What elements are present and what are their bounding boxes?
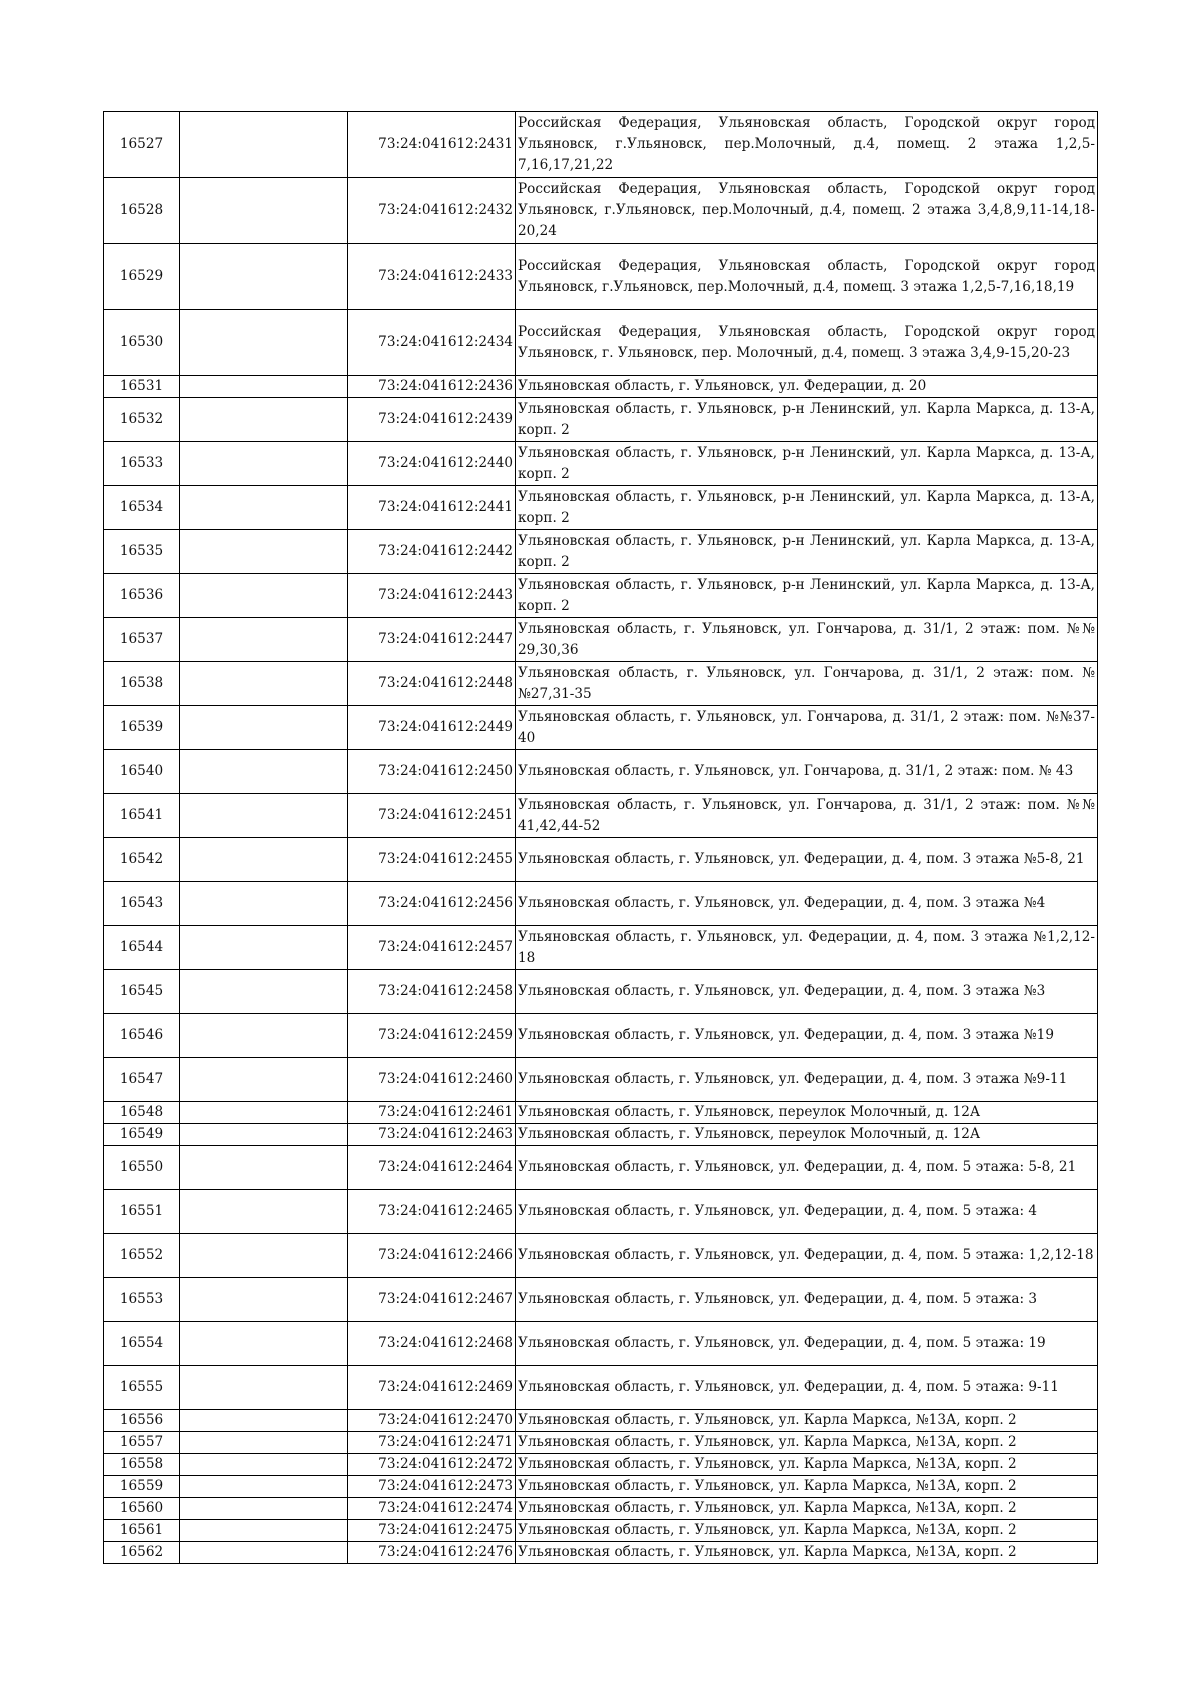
empty-cell: [180, 750, 348, 794]
empty-cell: [180, 398, 348, 442]
cadastral-number-cell: 73:24:041612:2450: [348, 750, 516, 794]
address-cell: Ульяновская область, г. Ульяновск, р-н Ленинский, ул. Карла Маркса, д. 13-А, корп. 2: [516, 398, 1098, 442]
empty-cell: [180, 442, 348, 486]
address-cell: Российская Федерация, Ульяновская область, Городской округ город Ульяновск, г.Ульяновск, пер.Молочный, д.4, помещ. 3 этажа 1,2,5-7,16,18,19: [516, 244, 1098, 310]
cadastral-number-cell: 73:24:041612:2434: [348, 310, 516, 376]
address-cell: Ульяновская область, г. Ульяновск, ул. Карла Маркса, №13А, корп. 2: [516, 1410, 1098, 1432]
cadastral-number-cell: 73:24:041612:2472: [348, 1454, 516, 1476]
address-cell: Ульяновская область, г. Ульяновск, ул. Федерации, д. 4, пом. 3 этажа №3: [516, 970, 1098, 1014]
table-row: [104, 178, 1098, 244]
row-number-cell: 16562: [104, 1542, 180, 1564]
cadastral-number-cell: 73:24:041612:2468: [348, 1322, 516, 1366]
cadastral-number-cell: 73:24:041612:2455: [348, 838, 516, 882]
table-row: [104, 1014, 1098, 1058]
empty-cell: [180, 486, 348, 530]
cadastral-number-cell: 73:24:041612:2470: [348, 1410, 516, 1432]
row-number-cell: 16561: [104, 1520, 180, 1542]
address-cell: Ульяновская область, г. Ульяновск, ул. Гончарова, д. 31/1, 2 этаж: пом. №№ 41,42,44-52: [516, 794, 1098, 838]
cadastral-number-cell: 73:24:041612:2471: [348, 1432, 516, 1454]
empty-cell: [180, 1234, 348, 1278]
row-number-cell: 16534: [104, 486, 180, 530]
cadastral-number-cell: 73:24:041612:2447: [348, 618, 516, 662]
row-number-cell: 16544: [104, 926, 180, 970]
cadastral-number-cell: 73:24:041612:2465: [348, 1190, 516, 1234]
address-cell: Ульяновская область, г. Ульяновск, ул. Федерации, д. 4, пом. 5 этажа: 5-8, 21: [516, 1146, 1098, 1190]
empty-cell: [180, 1146, 348, 1190]
cadastral-number-cell: 73:24:041612:2459: [348, 1014, 516, 1058]
empty-cell: [180, 1322, 348, 1366]
empty-cell: [180, 1432, 348, 1454]
table-row: [104, 706, 1098, 750]
address-cell: Российская Федерация, Ульяновская область, Городской округ город Ульяновск, г. Ульяновск, пер. Молочный, д.4, помещ. 3 этажа 3,4,9-15,20-23: [516, 310, 1098, 376]
cadastral-number-cell: 73:24:041612:2442: [348, 530, 516, 574]
row-number-cell: 16546: [104, 1014, 180, 1058]
registry-table-body: [104, 112, 1098, 1564]
cadastral-number-cell: 73:24:041612:2467: [348, 1278, 516, 1322]
row-number-cell: 16542: [104, 838, 180, 882]
empty-cell: [180, 794, 348, 838]
address-cell: Ульяновская область, г. Ульяновск, ул. Карла Маркса, №13А, корп. 2: [516, 1432, 1098, 1454]
row-number-cell: 16559: [104, 1476, 180, 1498]
empty-cell: [180, 1410, 348, 1432]
table-row: [104, 376, 1098, 398]
row-number-cell: 16537: [104, 618, 180, 662]
row-number-cell: 16554: [104, 1322, 180, 1366]
address-cell: Ульяновская область, г. Ульяновск, ул. Федерации, д. 4, пом. 5 этажа: 19: [516, 1322, 1098, 1366]
empty-cell: [180, 178, 348, 244]
address-cell: Ульяновская область, г. Ульяновск, ул. Гончарова, д. 31/1, 2 этаж: пом. №№37-40: [516, 706, 1098, 750]
cadastral-number-cell: 73:24:041612:2474: [348, 1498, 516, 1520]
cadastral-number-cell: 73:24:041612:2439: [348, 398, 516, 442]
row-number-cell: 16541: [104, 794, 180, 838]
address-cell: Ульяновская область, г. Ульяновск, ул. Федерации, д. 20: [516, 376, 1098, 398]
address-cell: Ульяновская область, г. Ульяновск, ул. Федерации, д. 4, пом. 3 этажа №5-8, 21: [516, 838, 1098, 882]
address-cell: Российская Федерация, Ульяновская область, Городской округ город Ульяновск, г.Ульяновск, пер.Молочный, д.4, помещ. 2 этажа 3,4,8,9,11-14,18-20,24: [516, 178, 1098, 244]
empty-cell: [180, 1102, 348, 1124]
row-number-cell: 16553: [104, 1278, 180, 1322]
row-number-cell: 16555: [104, 1366, 180, 1410]
empty-cell: [180, 1454, 348, 1476]
cadastral-number-cell: 73:24:041612:2463: [348, 1124, 516, 1146]
table-row: [104, 1278, 1098, 1322]
row-number-cell: 16558: [104, 1454, 180, 1476]
row-number-cell: 16550: [104, 1146, 180, 1190]
table-row: [104, 750, 1098, 794]
table-row: [104, 1366, 1098, 1410]
address-cell: Ульяновская область, г. Ульяновск, р-н Ленинский, ул. Карла Маркса, д. 13-А, корп. 2: [516, 574, 1098, 618]
row-number-cell: 16545: [104, 970, 180, 1014]
address-cell: Ульяновская область, г. Ульяновск, ул. Гончарова, д. 31/1, 2 этаж: пом. № 43: [516, 750, 1098, 794]
row-number-cell: 16552: [104, 1234, 180, 1278]
empty-cell: [180, 1366, 348, 1410]
table-row: [104, 926, 1098, 970]
registry-table: [103, 111, 1098, 1564]
table-row: [104, 618, 1098, 662]
table-row: [104, 1476, 1098, 1498]
row-number-cell: 16539: [104, 706, 180, 750]
empty-cell: [180, 1278, 348, 1322]
cadastral-number-cell: 73:24:041612:2464: [348, 1146, 516, 1190]
cadastral-number-cell: 73:24:041612:2466: [348, 1234, 516, 1278]
table-row: [104, 1146, 1098, 1190]
row-number-cell: 16548: [104, 1102, 180, 1124]
address-cell: Ульяновская область, г. Ульяновск, ул. Федерации, д. 4, пом. 3 этажа №4: [516, 882, 1098, 926]
row-number-cell: 16560: [104, 1498, 180, 1520]
table-row: [104, 838, 1098, 882]
row-number-cell: 16538: [104, 662, 180, 706]
table-row: [104, 1542, 1098, 1564]
empty-cell: [180, 618, 348, 662]
empty-cell: [180, 926, 348, 970]
table-row: [104, 794, 1098, 838]
address-cell: Ульяновская область, г. Ульяновск, ул. Федерации, д. 4, пом. 3 этажа №19: [516, 1014, 1098, 1058]
address-cell: Ульяновская область, г. Ульяновск, ул. Гончарова, д. 31/1, 2 этаж: пом. №№27,31-35: [516, 662, 1098, 706]
table-row: [104, 244, 1098, 310]
table-row: [104, 1124, 1098, 1146]
empty-cell: [180, 1124, 348, 1146]
row-number-cell: 16528: [104, 178, 180, 244]
cadastral-number-cell: 73:24:041612:2433: [348, 244, 516, 310]
row-number-cell: 16533: [104, 442, 180, 486]
address-cell: Ульяновская область, г. Ульяновск, переулок Молочный, д. 12А: [516, 1124, 1098, 1146]
table-row: [104, 398, 1098, 442]
cadastral-number-cell: 73:24:041612:2432: [348, 178, 516, 244]
table-row: [104, 112, 1098, 178]
cadastral-number-cell: 73:24:041612:2475: [348, 1520, 516, 1542]
empty-cell: [180, 574, 348, 618]
address-cell: Ульяновская область, г. Ульяновск, ул. Карла Маркса, №13А, корп. 2: [516, 1520, 1098, 1542]
cadastral-number-cell: 73:24:041612:2461: [348, 1102, 516, 1124]
address-cell: Ульяновская область, г. Ульяновск, ул. Федерации, д. 4, пом. 5 этажа: 1,2,12-18: [516, 1234, 1098, 1278]
empty-cell: [180, 1058, 348, 1102]
cadastral-number-cell: 73:24:041612:2458: [348, 970, 516, 1014]
row-number-cell: 16529: [104, 244, 180, 310]
address-cell: Ульяновская область, г. Ульяновск, ул. Федерации, д. 4, пом. 5 этажа: 9-11: [516, 1366, 1098, 1410]
address-cell: Российская Федерация, Ульяновская область, Городской округ город Ульяновск, г.Ульяновск, пер.Молочный, д.4, помещ. 2 этажа 1,2,5-7,16,17,21,22: [516, 112, 1098, 178]
address-cell: Ульяновская область, г. Ульяновск, ул. Карла Маркса, №13А, корп. 2: [516, 1454, 1098, 1476]
empty-cell: [180, 1520, 348, 1542]
empty-cell: [180, 376, 348, 398]
row-number-cell: 16530: [104, 310, 180, 376]
cadastral-number-cell: 73:24:041612:2443: [348, 574, 516, 618]
cadastral-number-cell: 73:24:041612:2449: [348, 706, 516, 750]
empty-cell: [180, 1476, 348, 1498]
address-cell: Ульяновская область, г. Ульяновск, ул. Карла Маркса, №13А, корп. 2: [516, 1542, 1098, 1564]
table-row: [104, 310, 1098, 376]
table-row: [104, 442, 1098, 486]
table-row: [104, 530, 1098, 574]
row-number-cell: 16551: [104, 1190, 180, 1234]
empty-cell: [180, 530, 348, 574]
empty-cell: [180, 970, 348, 1014]
table-row: [104, 970, 1098, 1014]
table-row: [104, 1234, 1098, 1278]
table-row: [104, 882, 1098, 926]
row-number-cell: 16535: [104, 530, 180, 574]
cadastral-number-cell: 73:24:041612:2473: [348, 1476, 516, 1498]
address-cell: Ульяновская область, г. Ульяновск, ул. Карла Маркса, №13А, корп. 2: [516, 1476, 1098, 1498]
address-cell: Ульяновская область, г. Ульяновск, р-н Ленинский, ул. Карла Маркса, д. 13-А, корп. 2: [516, 442, 1098, 486]
table-row: [104, 1520, 1098, 1542]
cadastral-number-cell: 73:24:041612:2451: [348, 794, 516, 838]
empty-cell: [180, 1498, 348, 1520]
table-row: [104, 486, 1098, 530]
table-row: [104, 1102, 1098, 1124]
empty-cell: [180, 662, 348, 706]
address-cell: Ульяновская область, г. Ульяновск, ул. Федерации, д. 4, пом. 5 этажа: 3: [516, 1278, 1098, 1322]
table-row: [104, 1454, 1098, 1476]
address-cell: Ульяновская область, г. Ульяновск, ул. Федерации, д. 4, пом. 3 этажа №1,2,12-18: [516, 926, 1098, 970]
empty-cell: [180, 1014, 348, 1058]
address-cell: Ульяновская область, г. Ульяновск, р-н Ленинский, ул. Карла Маркса, д. 13-А, корп. 2: [516, 486, 1098, 530]
empty-cell: [180, 1542, 348, 1564]
row-number-cell: 16532: [104, 398, 180, 442]
cadastral-number-cell: 73:24:041612:2456: [348, 882, 516, 926]
row-number-cell: 16549: [104, 1124, 180, 1146]
table-row: [104, 1410, 1098, 1432]
address-cell: Ульяновская область, г. Ульяновск, ул. Федерации, д. 4, пом. 3 этажа №9-11: [516, 1058, 1098, 1102]
row-number-cell: 16543: [104, 882, 180, 926]
row-number-cell: 16527: [104, 112, 180, 178]
address-cell: Ульяновская область, г. Ульяновск, ул. Карла Маркса, №13А, корп. 2: [516, 1498, 1098, 1520]
row-number-cell: 16531: [104, 376, 180, 398]
row-number-cell: 16547: [104, 1058, 180, 1102]
address-cell: Ульяновская область, г. Ульяновск, ул. Гончарова, д. 31/1, 2 этаж: пом. №№ 29,30,36: [516, 618, 1098, 662]
table-row: [104, 1322, 1098, 1366]
cadastral-number-cell: 73:24:041612:2440: [348, 442, 516, 486]
cadastral-number-cell: 73:24:041612:2457: [348, 926, 516, 970]
empty-cell: [180, 1190, 348, 1234]
empty-cell: [180, 112, 348, 178]
table-row: [104, 1498, 1098, 1520]
empty-cell: [180, 244, 348, 310]
empty-cell: [180, 310, 348, 376]
table-row: [104, 1432, 1098, 1454]
cadastral-number-cell: 73:24:041612:2476: [348, 1542, 516, 1564]
row-number-cell: 16536: [104, 574, 180, 618]
empty-cell: [180, 882, 348, 926]
table-row: [104, 1058, 1098, 1102]
cadastral-number-cell: 73:24:041612:2431: [348, 112, 516, 178]
cadastral-number-cell: 73:24:041612:2436: [348, 376, 516, 398]
table-row: [104, 1190, 1098, 1234]
cadastral-number-cell: 73:24:041612:2469: [348, 1366, 516, 1410]
row-number-cell: 16557: [104, 1432, 180, 1454]
cadastral-number-cell: 73:24:041612:2441: [348, 486, 516, 530]
empty-cell: [180, 706, 348, 750]
address-cell: Ульяновская область, г. Ульяновск, ул. Федерации, д. 4, пом. 5 этажа: 4: [516, 1190, 1098, 1234]
address-cell: Ульяновская область, г. Ульяновск, р-н Ленинский, ул. Карла Маркса, д. 13-А, корп. 2: [516, 530, 1098, 574]
empty-cell: [180, 838, 348, 882]
row-number-cell: 16556: [104, 1410, 180, 1432]
cadastral-number-cell: 73:24:041612:2460: [348, 1058, 516, 1102]
address-cell: Ульяновская область, г. Ульяновск, переулок Молочный, д. 12А: [516, 1102, 1098, 1124]
cadastral-number-cell: 73:24:041612:2448: [348, 662, 516, 706]
table-row: [104, 662, 1098, 706]
table-row: [104, 574, 1098, 618]
row-number-cell: 16540: [104, 750, 180, 794]
